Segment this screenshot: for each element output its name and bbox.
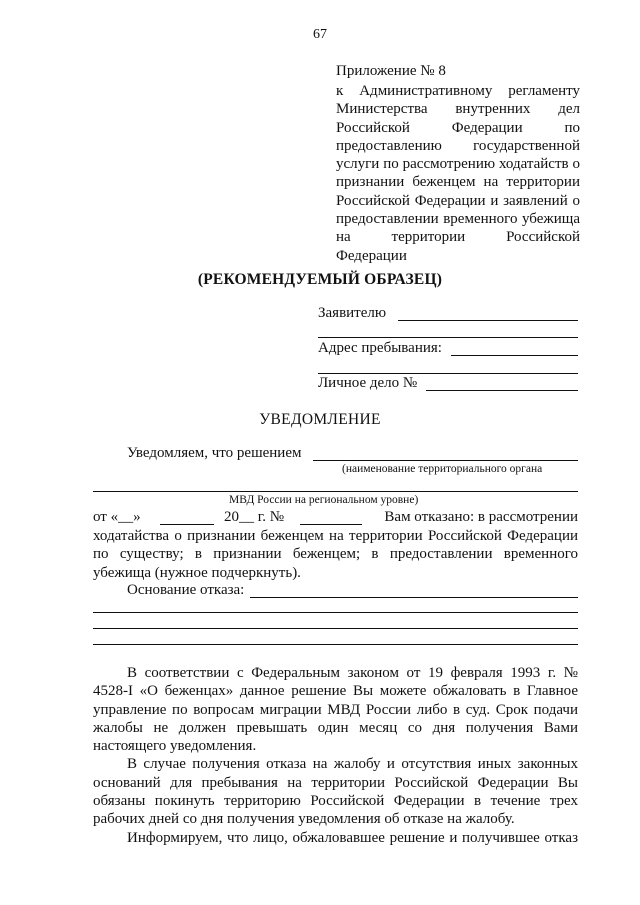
refusal-text: ходатайства о признании беженцем на территории Российской Федерации по существу; в признании беженцем; в предоставлении временного убежища (нужное подчеркнуть). bbox=[93, 528, 578, 581]
decision-line bbox=[313, 460, 578, 461]
date-prefix: от «__» bbox=[93, 509, 141, 525]
notice-title: УВЕДОМЛЕНИЕ bbox=[259, 411, 381, 428]
paragraph-leave: В случае получения отказа на жалобу и отсутствия иных законных оснований для пребывания на территории Российской Федерации Вы обязаны покинуть территорию Российской Федерации в течение трех рабочих дней со дня получения уведомления об отказе на жалобу. bbox=[93, 756, 578, 828]
address-line-2 bbox=[318, 373, 578, 374]
page-number: 67 bbox=[313, 27, 327, 42]
grounds-label: Основание отказа: bbox=[127, 582, 245, 598]
date-month-line bbox=[160, 524, 214, 525]
applicant-label: Заявителю bbox=[318, 305, 387, 321]
grounds-line-1 bbox=[250, 597, 578, 598]
case-line bbox=[426, 390, 578, 391]
annex-title: Приложение № 8 bbox=[336, 63, 446, 79]
grounds-line-3 bbox=[93, 628, 578, 629]
case-label: Личное дело № bbox=[318, 375, 418, 391]
authority-line bbox=[93, 491, 578, 492]
caption-authority: (наименование территориального органа bbox=[342, 463, 543, 475]
paragraph-appeal: В соответствии с Федеральным законом от 19 февраля 1993 г. № 4528-I «О беженцах» данное решение Вы можете обжаловать в Главное управление по вопросам миграции МВД России либо в суд. Срок подачи жалобы не должен превышать один месяц со дня получения Вами настоящего уведомления. bbox=[93, 665, 578, 755]
address-line bbox=[451, 355, 578, 356]
year-prefix: 20__ г. № bbox=[224, 509, 285, 525]
number-line bbox=[300, 524, 362, 525]
refused-tail: Вам отказано: в рассмотрении bbox=[384, 509, 578, 525]
address-label: Адрес пребывания: bbox=[318, 340, 442, 356]
applicant-line-2 bbox=[318, 337, 578, 338]
sample-title: (РЕКОМЕНДУЕМЫЙ ОБРАЗЕЦ) bbox=[197, 271, 443, 288]
caption-authority-level: МВД России на региональном уровне) bbox=[229, 494, 419, 506]
annex-body: к Административному регламенту Министерства внутренних дел Российской Федерации по предоставлению государственной услуги по рассмотрению ходатайств о признании беженцем на территории Российской Федерации и заявлений о предоставлении временного убежища на территории Российской Федерации bbox=[336, 83, 580, 264]
appeal-section bbox=[93, 664, 578, 847]
applicant-line bbox=[398, 320, 578, 321]
grounds-line-4 bbox=[93, 644, 578, 645]
decision-lead: Уведомляем, что решением bbox=[127, 445, 302, 461]
paragraph-inform: Информируем, что лицо, обжаловавшее решение и получившее отказ bbox=[127, 829, 578, 846]
grounds-line-2 bbox=[93, 612, 578, 613]
